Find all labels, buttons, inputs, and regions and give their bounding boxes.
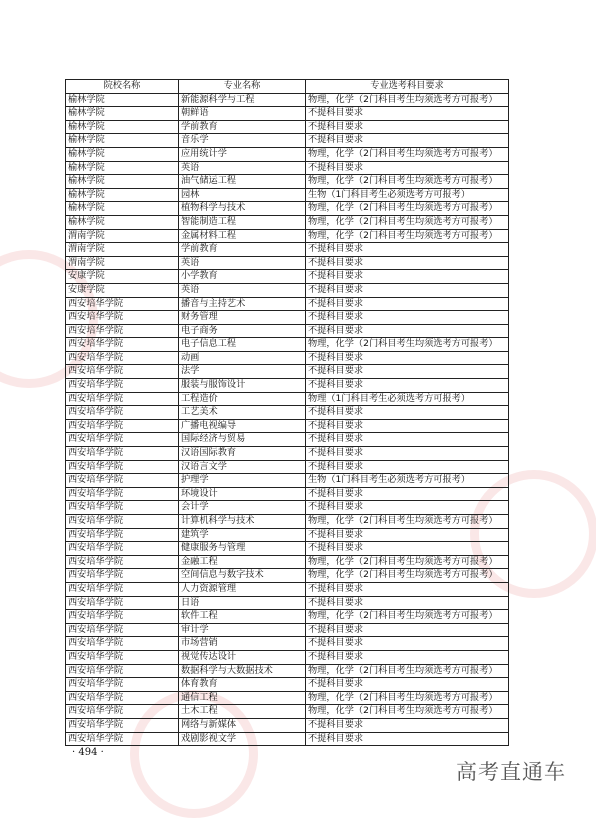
requirement-cell: 不提科目要求 [306,406,509,420]
table-row [66,188,509,202]
major-cell: 环境设计 [179,487,306,501]
major-cell: 软件工程 [179,610,306,624]
requirement-cell: 不提科目要求 [306,732,509,746]
table-row [66,460,509,474]
major-cell: 小学教育 [179,270,306,284]
requirement-cell: 不提科目要求 [306,501,509,515]
school-cell: 西安培华学院 [66,487,179,501]
requirement-cell: 不提科目要求 [306,637,509,651]
table-row [66,555,509,569]
major-cell: 音乐学 [179,134,306,148]
major-cell: 电子商务 [179,324,306,338]
school-cell: 西安培华学院 [66,637,179,651]
requirement-cell: 物理，化学（2门科目考生均须选考方可报考） [306,175,509,189]
table-row [66,474,509,488]
table-row [66,392,509,406]
major-cell: 工艺美术 [179,406,306,420]
major-cell: 工程造价 [179,392,306,406]
school-cell: 西安培华学院 [66,338,179,352]
requirement-cell: 物理，化学（2门科目考生均须选考方可报考） [306,229,509,243]
requirement-cell: 不提科目要求 [306,365,509,379]
major-cell: 学前教育 [179,120,306,134]
major-cell: 视觉传达设计 [179,650,306,664]
major-cell: 园林 [179,188,306,202]
major-cell: 通信工程 [179,691,306,705]
school-cell: 西安培华学院 [66,732,179,746]
requirement-cell: 物理，化学（2门科目考生均须选考方可报考） [306,93,509,107]
table-row [66,678,509,692]
table-row [66,501,509,515]
school-cell: 西安培华学院 [66,351,179,365]
requirement-cell: 物理，化学（2门科目考生均须选考方可报考） [306,569,509,583]
table-row [66,215,509,229]
requirement-cell: 不提科目要求 [306,460,509,474]
school-cell: 西安培华学院 [66,433,179,447]
major-cell: 朝鲜语 [179,107,306,121]
major-cell: 油气储运工程 [179,175,306,189]
table-row [66,419,509,433]
major-cell: 汉语国际教育 [179,447,306,461]
school-cell: 榆林学院 [66,215,179,229]
requirement-cell: 不提科目要求 [306,283,509,297]
requirement-cell: 不提科目要求 [306,596,509,610]
table-row [66,270,509,284]
school-cell: 榆林学院 [66,202,179,216]
major-cell: 播音与主持艺术 [179,297,306,311]
requirement-cell: 生物（1门科目考生必须选考方可报考） [306,188,509,202]
table-row [66,569,509,583]
major-cell: 金属材料工程 [179,229,306,243]
table-body [66,93,509,746]
table-row [66,243,509,257]
major-cell: 新能源科学与工程 [179,93,306,107]
school-cell: 西安培华学院 [66,311,179,325]
requirement-cell: 不提科目要求 [306,243,509,257]
table-row [66,324,509,338]
table-row [66,528,509,542]
major-cell: 学前教育 [179,243,306,257]
table-row [66,732,509,746]
major-cell: 护理学 [179,474,306,488]
table-row [66,283,509,297]
table-row [66,297,509,311]
table-row [66,120,509,134]
school-cell: 西安培华学院 [66,691,179,705]
requirement-cell: 物理，化学（2门科目考生均须选考方可报考） [306,147,509,161]
school-cell: 榆林学院 [66,134,179,148]
school-cell: 西安培华学院 [66,596,179,610]
major-cell: 健康服务与管理 [179,542,306,556]
school-cell: 西安培华学院 [66,501,179,515]
school-cell: 西安培华学院 [66,365,179,379]
school-cell: 西安培华学院 [66,447,179,461]
major-cell: 计算机科学与技术 [179,515,306,529]
table-row [66,202,509,216]
requirement-cell: 生物（1门科目考生必须选考方可报考） [306,474,509,488]
major-cell: 英语 [179,256,306,270]
table-row [66,229,509,243]
major-cell: 应用统计学 [179,147,306,161]
brand-watermark: 高考直通车 [456,760,566,784]
header-school: 院校名称 [66,80,179,94]
school-cell: 西安培华学院 [66,664,179,678]
major-cell: 体育教育 [179,678,306,692]
table-row [66,147,509,161]
requirement-cell: 不提科目要求 [306,650,509,664]
table-row [66,365,509,379]
requirement-cell: 不提科目要求 [306,542,509,556]
table-row [66,107,509,121]
table-row [66,175,509,189]
requirement-cell: 不提科目要求 [306,311,509,325]
table-row [66,691,509,705]
requirement-cell: 不提科目要求 [306,134,509,148]
requirement-cell: 物理，化学（2门科目考生均须选考方可报考） [306,691,509,705]
major-cell: 汉语言文学 [179,460,306,474]
header-requirement: 专业选考科目要求 [306,80,509,94]
table-row [66,596,509,610]
school-cell: 西安培华学院 [66,569,179,583]
requirement-cell: 物理（1门科目考生必须选考方可报考） [306,392,509,406]
header-major: 专业名称 [179,80,306,94]
major-cell: 财务管理 [179,311,306,325]
school-cell: 西安培华学院 [66,718,179,732]
major-cell: 植物科学与技术 [179,202,306,216]
school-cell: 西安培华学院 [66,650,179,664]
school-cell: 西安培华学院 [66,610,179,624]
requirement-cell: 不提科目要求 [306,161,509,175]
major-cell: 动画 [179,351,306,365]
requirement-cell: 不提科目要求 [306,718,509,732]
table-row [66,610,509,624]
major-cell: 英语 [179,161,306,175]
requirement-cell: 不提科目要求 [306,623,509,637]
major-cell: 广播电视编导 [179,419,306,433]
major-cell: 法学 [179,365,306,379]
requirement-cell: 不提科目要求 [306,433,509,447]
school-cell: 西安培华学院 [66,392,179,406]
table-header-row [66,80,509,94]
school-cell: 西安培华学院 [66,474,179,488]
table-row [66,718,509,732]
school-cell: 西安培华学院 [66,528,179,542]
table-row [66,582,509,596]
school-cell: 西安培华学院 [66,678,179,692]
major-cell: 市场营销 [179,637,306,651]
school-cell: 西安培华学院 [66,542,179,556]
table-row [66,447,509,461]
school-cell: 西安培华学院 [66,460,179,474]
school-cell: 榆林学院 [66,107,179,121]
major-cell: 会计学 [179,501,306,515]
school-cell: 渭南学院 [66,229,179,243]
school-cell: 榆林学院 [66,147,179,161]
requirement-cell: 物理，化学（2门科目考生均须选考方可报考） [306,202,509,216]
major-cell: 戏剧影视文学 [179,732,306,746]
school-cell: 榆林学院 [66,120,179,134]
school-cell: 西安培华学院 [66,324,179,338]
major-cell: 土木工程 [179,705,306,719]
school-cell: 西安培华学院 [66,379,179,393]
major-cell: 英语 [179,283,306,297]
major-cell: 数据科学与大数据技术 [179,664,306,678]
school-cell: 西安培华学院 [66,623,179,637]
major-cell: 智能制造工程 [179,215,306,229]
table-row [66,664,509,678]
school-cell: 安康学院 [66,270,179,284]
requirement-cell: 不提科目要求 [306,487,509,501]
table-row [66,637,509,651]
requirements-table [65,79,509,746]
school-cell: 榆林学院 [66,93,179,107]
requirement-cell: 不提科目要求 [306,256,509,270]
table-row [66,542,509,556]
requirement-cell: 物理，化学（2门科目考生均须选考方可报考） [306,215,509,229]
school-cell: 西安培华学院 [66,582,179,596]
table-row [66,338,509,352]
major-cell: 金融工程 [179,555,306,569]
page-number: · 494 · [72,747,104,758]
major-cell: 电子信息工程 [179,338,306,352]
requirement-cell: 物理，化学（2门科目考生均须选考方可报考） [306,705,509,719]
major-cell: 人力资源管理 [179,582,306,596]
requirement-cell: 不提科目要求 [306,120,509,134]
table-row [66,623,509,637]
school-cell: 西安培华学院 [66,555,179,569]
table-row [66,705,509,719]
school-cell: 榆林学院 [66,188,179,202]
school-cell: 西安培华学院 [66,515,179,529]
school-cell: 渭南学院 [66,256,179,270]
requirement-cell: 不提科目要求 [306,270,509,284]
school-cell: 西安培华学院 [66,705,179,719]
major-cell: 服装与服饰设计 [179,379,306,393]
requirement-cell: 不提科目要求 [306,107,509,121]
table-row [66,406,509,420]
school-cell: 西安培华学院 [66,419,179,433]
school-cell: 西安培华学院 [66,297,179,311]
table-row [66,93,509,107]
requirement-cell: 不提科目要求 [306,351,509,365]
table-row [66,256,509,270]
major-cell: 网络与新媒体 [179,718,306,732]
requirement-cell: 不提科目要求 [306,582,509,596]
table-row [66,134,509,148]
school-cell: 安康学院 [66,283,179,297]
requirement-cell: 不提科目要求 [306,528,509,542]
requirement-cell: 物理，化学（2门科目考生均须选考方可报考） [306,664,509,678]
requirement-cell: 不提科目要求 [306,379,509,393]
requirement-cell: 物理，化学（2门科目考生均须选考方可报考） [306,555,509,569]
requirements-table-container [65,79,508,746]
table-row [66,487,509,501]
major-cell: 国际经济与贸易 [179,433,306,447]
table-row [66,650,509,664]
table-row [66,311,509,325]
requirement-cell: 不提科目要求 [306,678,509,692]
table-row [66,433,509,447]
requirement-cell: 物理，化学（2门科目考生均须选考方可报考） [306,610,509,624]
major-cell: 建筑学 [179,528,306,542]
requirement-cell: 物理，化学（2门科目考生均须选考方可报考） [306,515,509,529]
requirement-cell: 不提科目要求 [306,324,509,338]
requirement-cell: 物理，化学（2门科目考生均须选考方可报考） [306,338,509,352]
requirement-cell: 不提科目要求 [306,447,509,461]
school-cell: 榆林学院 [66,161,179,175]
requirement-cell: 不提科目要求 [306,419,509,433]
table-row [66,379,509,393]
major-cell: 空间信息与数字技术 [179,569,306,583]
table-row [66,161,509,175]
requirement-cell: 不提科目要求 [306,297,509,311]
table-row [66,515,509,529]
school-cell: 西安培华学院 [66,406,179,420]
major-cell: 审计学 [179,623,306,637]
table-row [66,351,509,365]
school-cell: 榆林学院 [66,175,179,189]
major-cell: 日语 [179,596,306,610]
school-cell: 渭南学院 [66,243,179,257]
